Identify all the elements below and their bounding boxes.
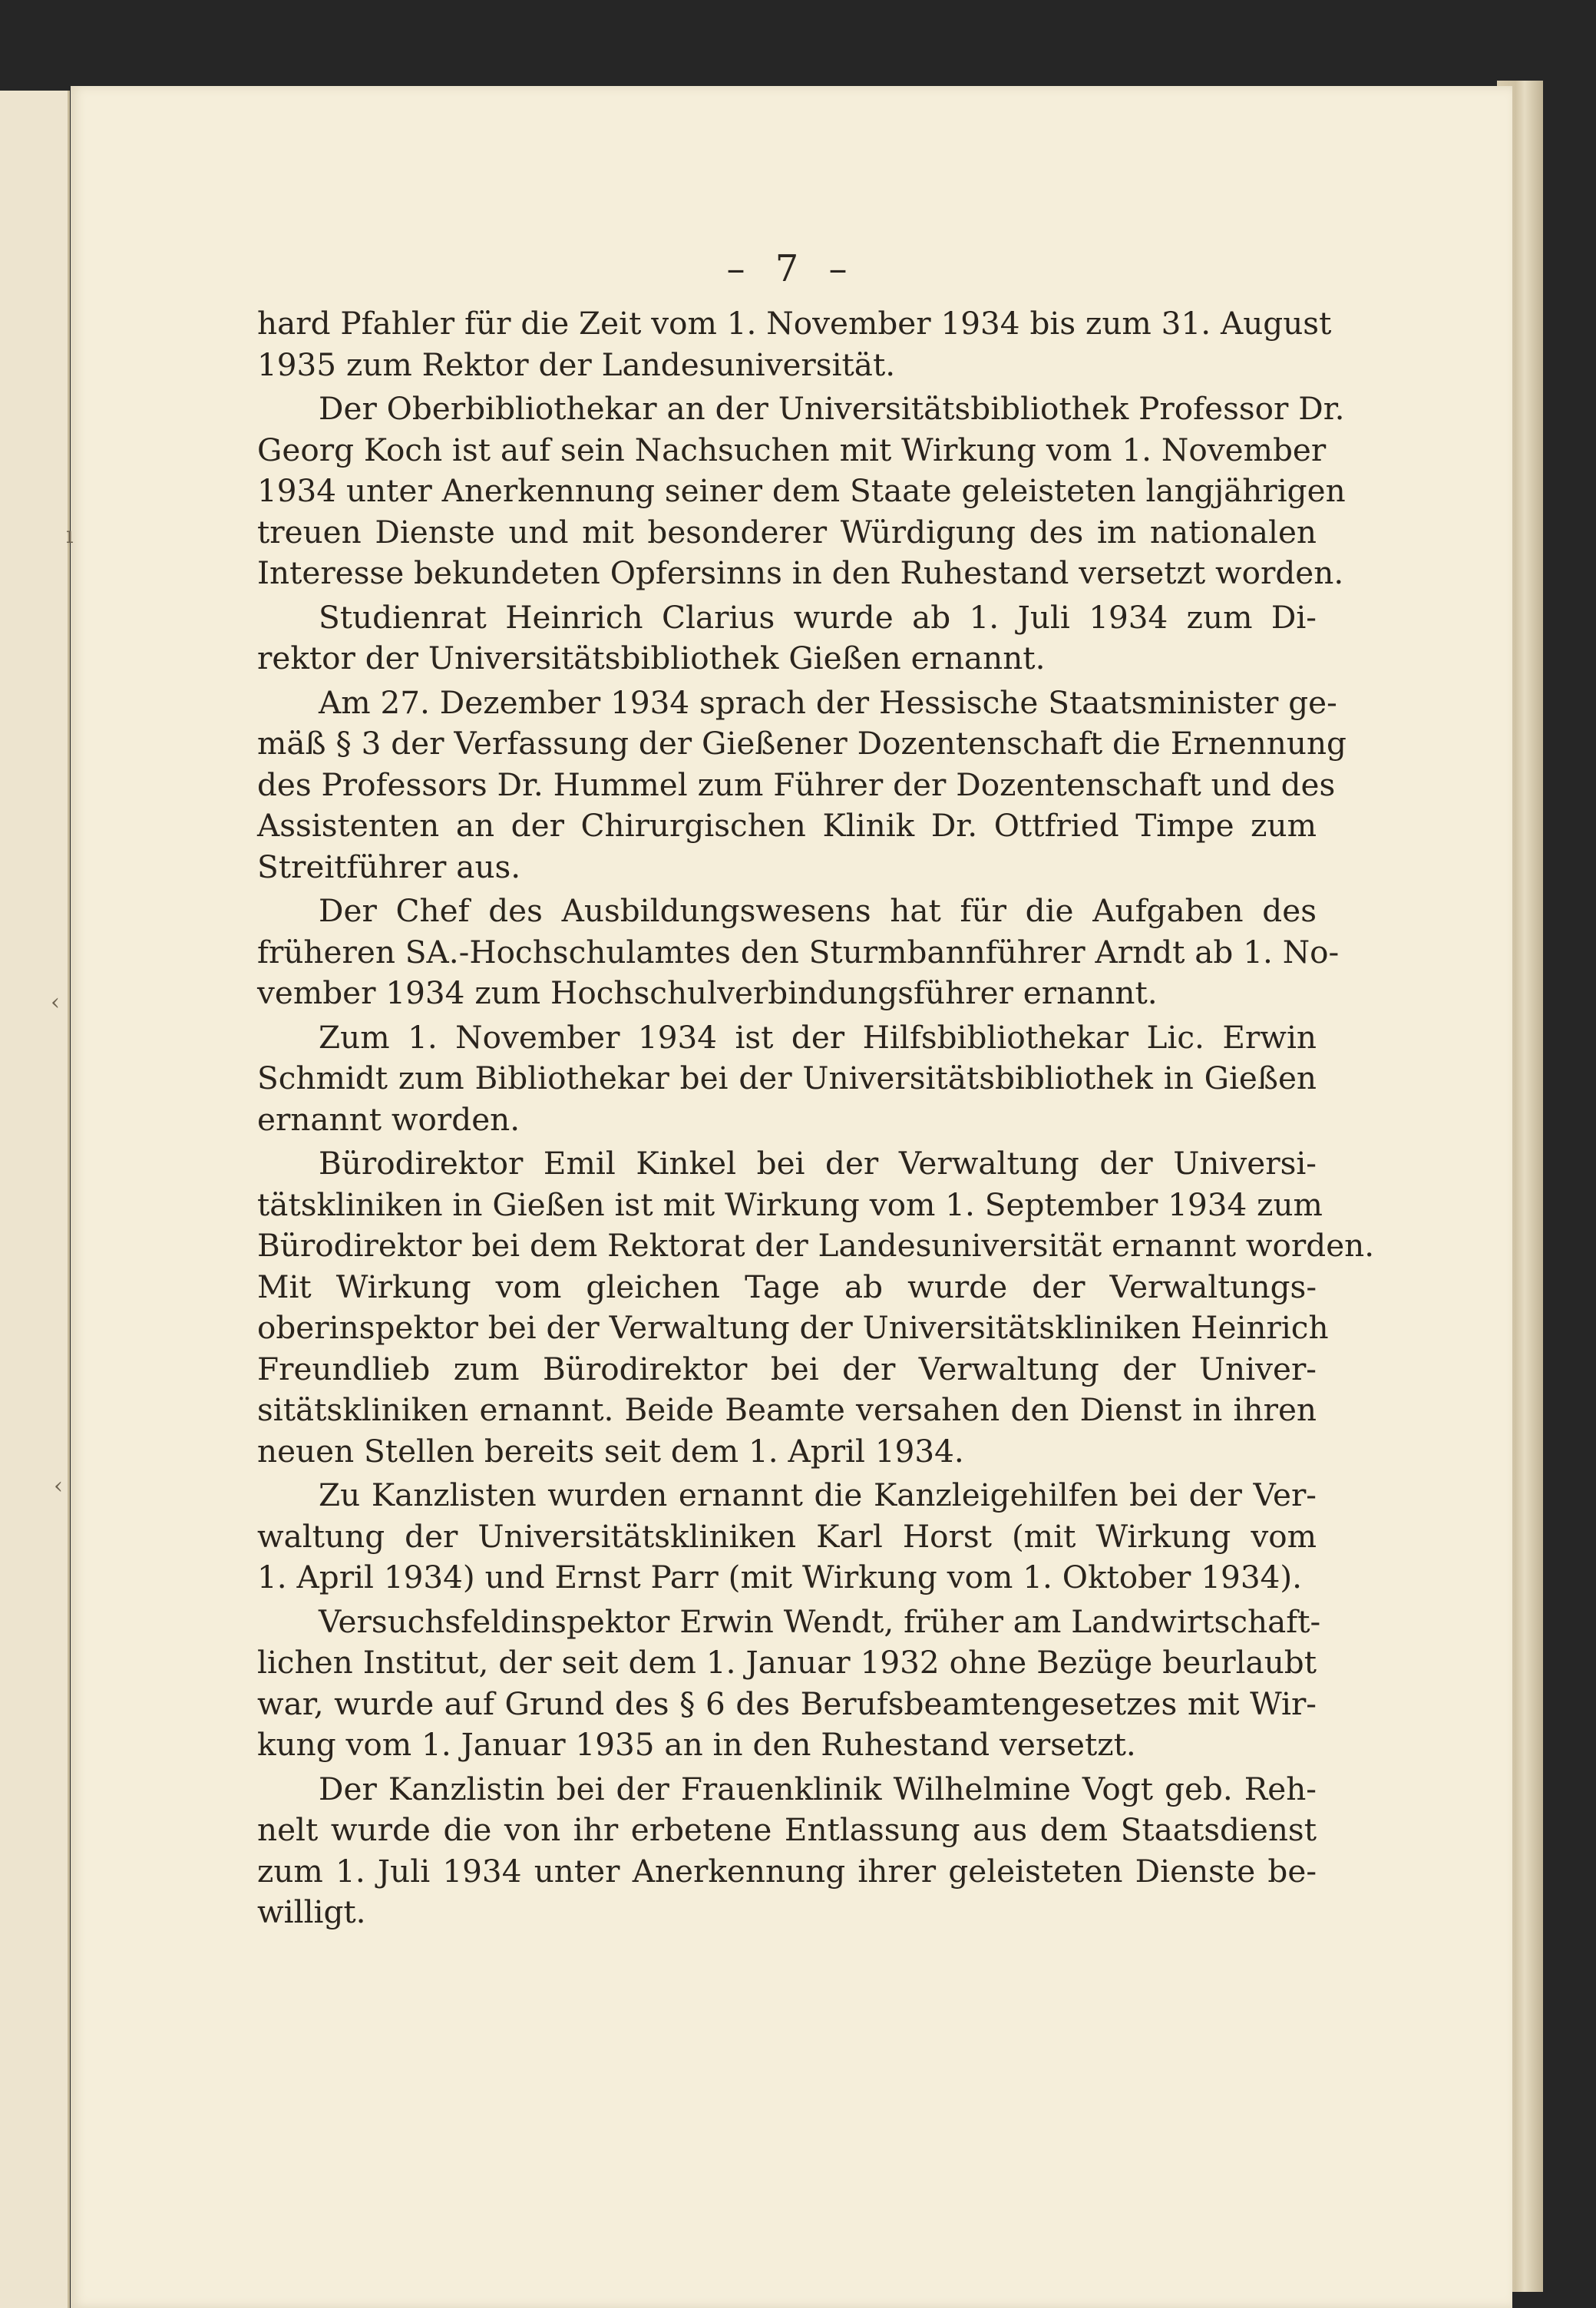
text-line: Der Oberbibliothekar an der Universitätsbibliothek Professor Dr.	[319, 390, 1345, 427]
text-line: Assistenten an der Chirurgischen Klinik Dr. Ottfried Timpe zum	[257, 807, 1317, 844]
paragraph	[257, 389, 1346, 594]
text-line: des Professors Dr. Hummel zum Führer der Dozentenschaft und des	[257, 765, 1336, 803]
paragraph	[257, 1475, 1317, 1599]
text-line: Streitführer aus.	[257, 848, 521, 885]
text-line: Studienrat Heinrich Clarius wurde ab 1. Juli 1934 zum Di-	[319, 598, 1317, 636]
text-line: hard Pfahler für die Zeit vom 1. November 1934 bis zum 31. August	[257, 305, 1332, 342]
text-line: Zum 1. November 1934 ist der Hilfsbibliothekar Lic. Erwin	[319, 1018, 1317, 1056]
paragraph	[257, 1602, 1321, 1766]
text-line: treuen Dienste und mit besonderer Würdigung des im nationalen	[257, 513, 1317, 551]
text-line: 1934 unter Anerkennung seiner dem Staate geleisteten langjährigen	[257, 472, 1346, 509]
margin-mark: ‹	[54, 1473, 63, 1500]
text-line: 1. April 1934) und Ernst Parr (mit Wirkung vom 1. Oktober 1934).	[257, 1559, 1303, 1595]
paragraph	[257, 1769, 1317, 1933]
text-line: Bürodirektor bei dem Rektorat der Landesuniversität ernannt worden.	[257, 1227, 1375, 1264]
text-line: nelt wurde die von ihr erbetene Entlassung aus dem Staatsdienst	[257, 1811, 1317, 1848]
text-line: rektor der Universitätsbibliothek Gießen ernannt.	[257, 640, 1046, 676]
text-line: Bürodirektor Emil Kinkel bei der Verwaltung der Universi-	[319, 1145, 1317, 1182]
paragraph	[257, 891, 1340, 1014]
text-line: vember 1934 zum Hochschulverbindungsführer ernannt.	[257, 974, 1158, 1011]
text-line: war, wurde auf Grund des § 6 des Berufsbeamtengesetzes mit Wir-	[257, 1685, 1317, 1722]
text-line: oberinspektor bei der Verwaltung der Universitätskliniken Heinrich	[257, 1309, 1329, 1346]
text-line: früheren SA.-Hochschulamtes den Sturmbannführer Arndt ab 1. No-	[257, 933, 1340, 970]
text-line: 1935 zum Rektor der Landesuniversität.	[257, 346, 896, 383]
text-line: Der Chef des Ausbildungswesens hat für die Aufgaben des	[319, 892, 1317, 929]
text-line: Mit Wirkung vom gleichen Tage ab wurde der Verwaltungs-	[257, 1268, 1317, 1305]
body-text	[257, 303, 1375, 1936]
paragraph	[257, 1143, 1375, 1472]
margin-mark: ı	[66, 522, 74, 549]
margin-mark: ‹	[51, 989, 60, 1016]
text-line: lichen Institut, der seit dem 1. Januar 1932 ohne Bezüge beurlaubt	[257, 1644, 1317, 1681]
text-line: zum 1. Juli 1934 unter Anerkennung ihrer geleisteten Dienste be-	[257, 1852, 1317, 1890]
left-page-edge	[0, 91, 70, 2308]
document-page	[71, 86, 1512, 2308]
text-line: ernannt worden.	[257, 1100, 520, 1138]
text-line: neuen Stellen bereits seit dem 1. April 1934.	[257, 1432, 964, 1470]
text-line: Freundlieb zum Bürodirektor bei der Verwaltung der Univer-	[257, 1350, 1317, 1387]
paragraph	[257, 683, 1347, 888]
page-number: – 7 –	[726, 247, 857, 290]
text-line: waltung der Universitätskliniken Karl Horst (mit Wirkung vom	[257, 1517, 1317, 1555]
text-line: Am 27. Dezember 1934 sprach der Hessische Staatsminister ge-	[319, 683, 1337, 721]
paragraph	[257, 303, 1332, 385]
text-line: Interesse bekundeten Opfersinns in den Ruhestand versetzt worden.	[257, 554, 1344, 591]
paragraph	[257, 1017, 1317, 1141]
text-line: sitätskliniken ernannt. Beide Beamte versahen den Dienst in ihren	[257, 1391, 1317, 1428]
text-line: mäß § 3 der Verfassung der Gießener Dozentenschaft die Ernennung	[257, 725, 1347, 762]
text-line: Der Kanzlistin bei der Frauenklinik Wilhelmine Vogt geb. Reh-	[319, 1770, 1317, 1807]
text-line: Georg Koch ist auf sein Nachsuchen mit Wirkung vom 1. November	[257, 431, 1327, 468]
paragraph	[257, 597, 1317, 680]
text-line: Schmidt zum Bibliothekar bei der Universitätsbibliothek in Gießen	[257, 1060, 1317, 1096]
text-line: Zu Kanzlisten wurden ernannt die Kanzleigehilfen bei der Ver-	[319, 1476, 1317, 1513]
text-line: tätskliniken in Gießen ist mit Wirkung vom 1. September 1934 zum	[257, 1185, 1323, 1223]
text-line: kung vom 1. Januar 1935 an in den Ruhestand versetzt.	[257, 1726, 1136, 1763]
text-line: Versuchsfeldinspektor Erwin Wendt, früher am Landwirtschaft-	[319, 1602, 1321, 1640]
text-line: willigt.	[257, 1893, 366, 1930]
